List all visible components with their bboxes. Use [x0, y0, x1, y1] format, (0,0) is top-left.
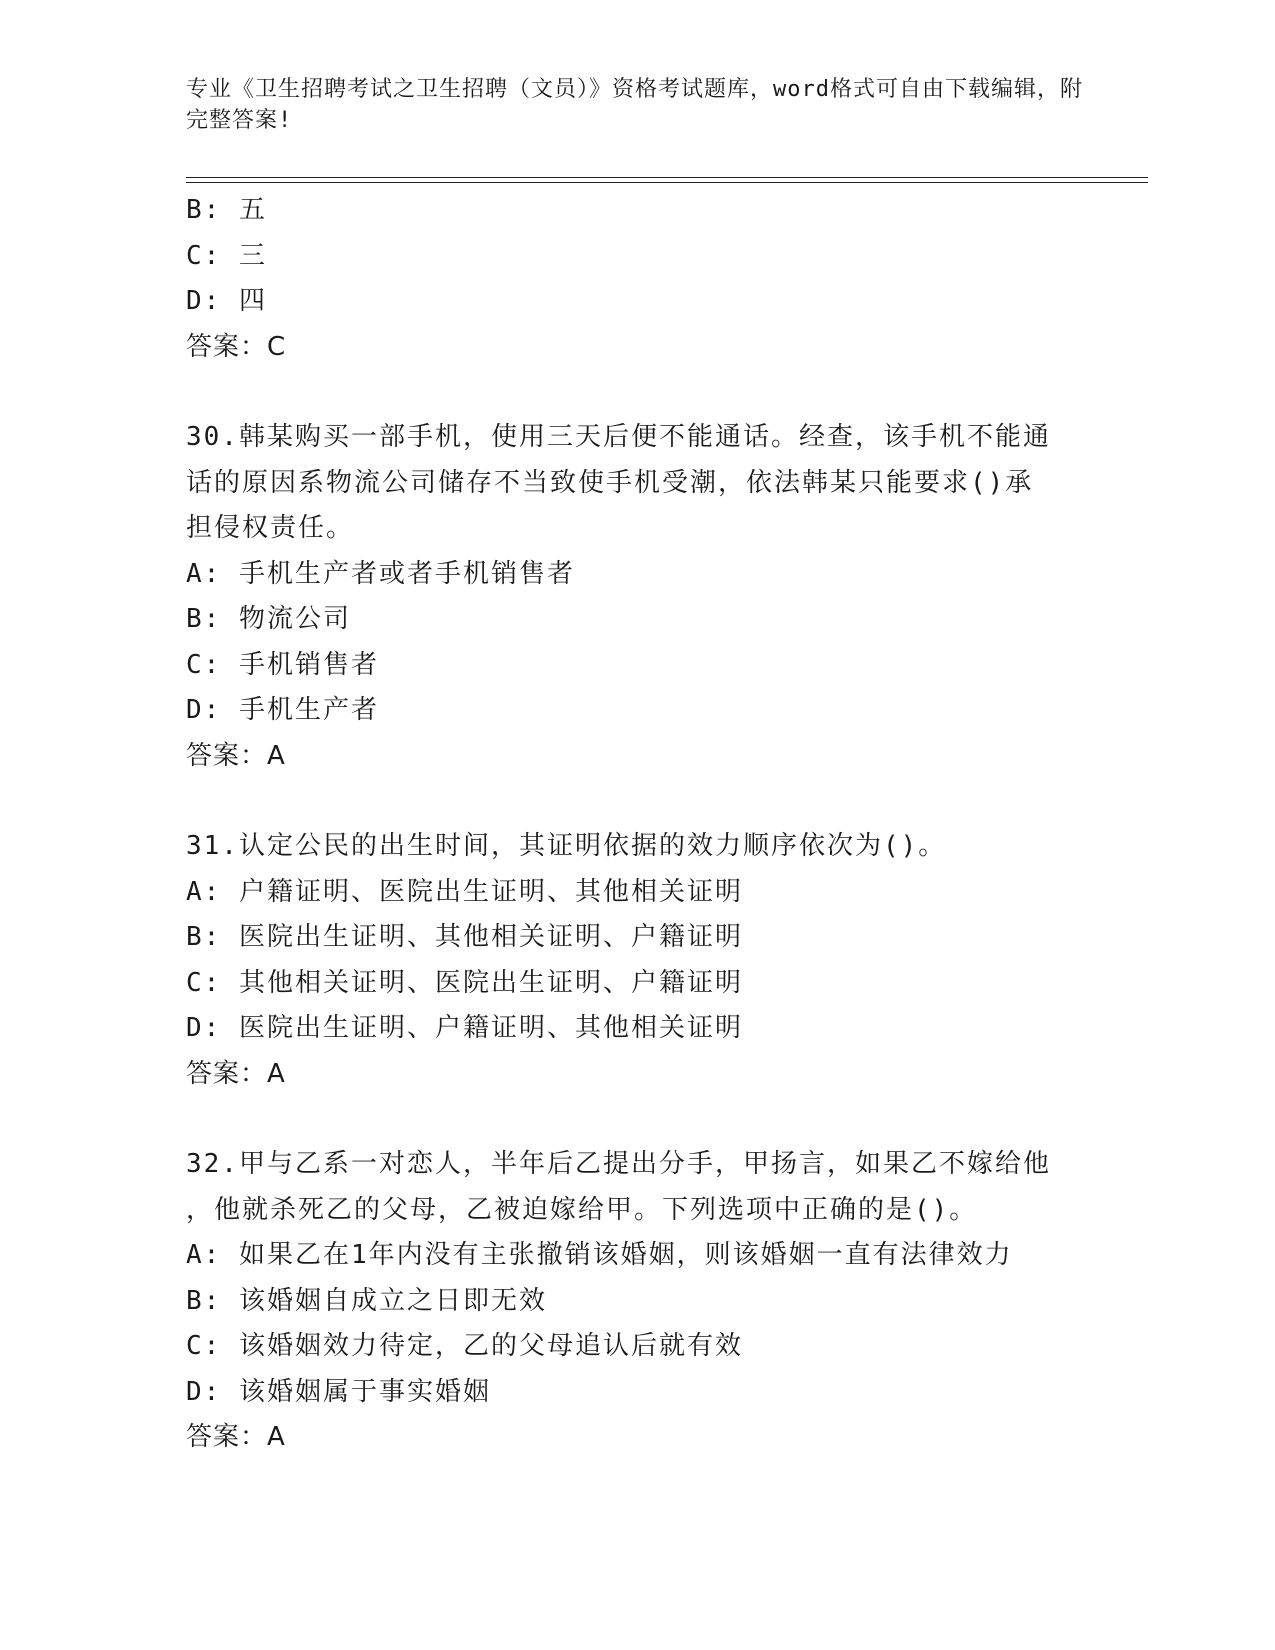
header-divider-bottom — [186, 182, 1148, 183]
option-b: B: 物流公司 — [186, 604, 351, 634]
spacer — [186, 370, 1086, 415]
option-a: A: 手机生产者或者手机销售者 — [186, 558, 575, 589]
question-32 — [186, 1142, 1086, 1461]
question-stem-line: 31.认定公民的出生时间，其证明依据的效力顺序依次为()。 — [186, 831, 947, 861]
question-30 — [186, 415, 1086, 779]
option-d: D: 手机生产者 — [186, 695, 379, 725]
option-d: D: 该婚姻属于事实婚姻 — [186, 1376, 491, 1407]
answer-line: 答案：A — [186, 1422, 286, 1452]
question-stem-line: ，他就杀死乙的父母，乙被迫嫁给甲。下列选项中正确的是()。 — [186, 1194, 978, 1225]
option-a: A: 如果乙在1年内没有主张撤销该婚姻，则该婚姻一直有法律效力 — [186, 1240, 1013, 1270]
question-stem-line: 32.甲与乙系一对恋人，半年后乙提出分手，甲扬言，如果乙不嫁给他 — [186, 1149, 1051, 1179]
option-c: C: 三 — [186, 240, 267, 271]
question-stem-line: 担侵权责任。 — [186, 513, 355, 543]
option-a: A: 户籍证明、医院出生证明、其他相关证明 — [186, 876, 743, 907]
question-29-tail — [186, 188, 1086, 370]
answer-line: 答案：A — [186, 740, 286, 771]
question-stem-line: 话的原因系物流公司储存不当致使手机受潮，依法韩某只能要求()承 — [186, 467, 1034, 498]
option-d: D: 医院出生证明、户籍证明、其他相关证明 — [186, 1013, 743, 1043]
header-title: 专业《卫生招聘考试之卫生招聘（文员）》资格考试题库，word格式可自由下载编辑，附完整答案! — [186, 77, 1083, 133]
answer-line: 答案：C — [186, 331, 287, 362]
header-divider-top — [186, 177, 1148, 178]
option-d: D: 四 — [186, 286, 267, 316]
option-b: B: 五 — [186, 195, 267, 225]
option-c: C: 该婚姻效力待定，乙的父母追认后就有效 — [186, 1331, 743, 1361]
option-b: B: 该婚姻自成立之日即无效 — [186, 1285, 547, 1316]
question-31 — [186, 824, 1086, 1097]
option-c: C: 其他相关证明、医院出生证明、户籍证明 — [186, 967, 743, 998]
spacer — [186, 1097, 1086, 1142]
document-body — [186, 188, 1086, 1461]
document-header — [186, 74, 1086, 136]
option-b: B: 医院出生证明、其他相关证明、户籍证明 — [186, 922, 743, 952]
question-stem-line: 30.韩某购买一部手机，使用三天后便不能通话。经查，该手机不能通 — [186, 422, 1051, 452]
spacer — [186, 779, 1086, 824]
answer-line: 答案：A — [186, 1058, 286, 1089]
option-c: C: 手机销售者 — [186, 649, 379, 680]
